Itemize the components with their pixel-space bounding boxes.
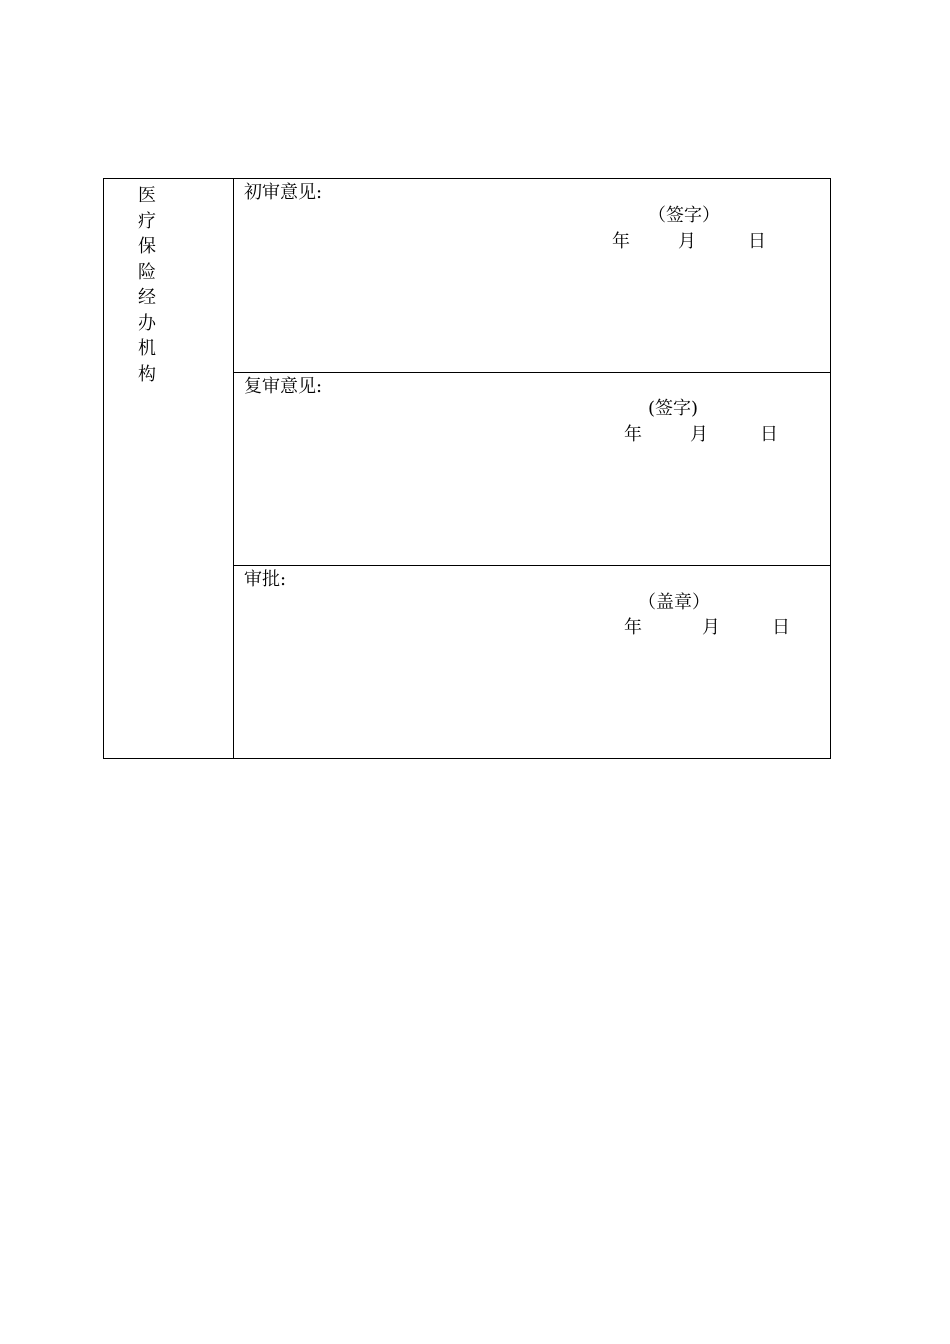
initial-review-title: 初审意见:: [244, 182, 323, 203]
initial-review-year-label: 年: [612, 231, 630, 252]
org-label-char: 保: [138, 236, 156, 257]
org-label-cell: [104, 179, 234, 758]
org-label-char: 险: [138, 261, 156, 283]
second-review-day-label: 日: [760, 424, 778, 445]
org-label-char: 办: [138, 312, 156, 334]
approval-seal-label: （盖章）: [638, 592, 710, 613]
approval-day-label: 日: [772, 617, 790, 638]
initial-review-month-label: 月: [678, 231, 696, 252]
second-review-signature-label: (签字): [648, 398, 699, 419]
second-review-year-label: 年: [624, 424, 642, 445]
second-review-title: 复审意见:: [244, 376, 323, 397]
second-review-month-label: 月: [690, 424, 708, 445]
approval-form-table: [103, 178, 831, 759]
approval-title: 审批:: [244, 569, 287, 590]
org-label-char: 机: [138, 338, 156, 359]
approval-year-label: 年: [624, 617, 642, 638]
org-label-char: 构: [138, 363, 156, 385]
initial-review-section[interactable]: [234, 179, 830, 373]
initial-review-day-label: 日: [748, 231, 766, 252]
approval-month-label: 月: [702, 617, 720, 638]
org-vertical-label: [134, 183, 160, 387]
second-review-section[interactable]: [234, 373, 830, 566]
approval-section[interactable]: [234, 566, 830, 758]
org-label-char: 经: [138, 287, 156, 308]
org-label-char: 医: [138, 185, 156, 206]
initial-review-signature-label: （签字）: [648, 205, 720, 226]
org-label-char: 疗: [138, 210, 156, 232]
